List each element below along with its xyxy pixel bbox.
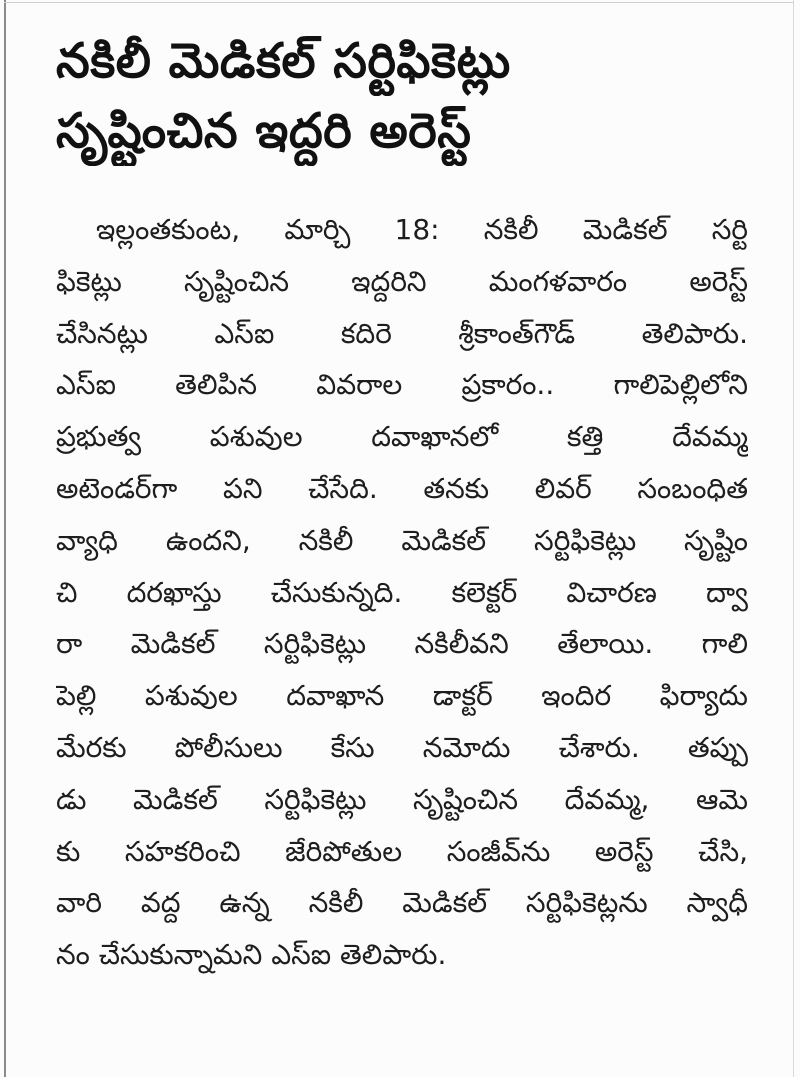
column-top-rule — [4, 2, 794, 3]
body-line: డు మెడికల్ సర్టిఫికెట్లు సృష్టించిన దేవమ్మ, ఆమె — [56, 782, 748, 816]
headline-line-2: సృష్టించిన ఇద్దరి అరెస్ట్ — [56, 103, 472, 159]
column-left-rule — [4, 0, 6, 1077]
body-line: కు సహకరించి జేరిపోతుల సంజీవ్‌ను అరెస్ట్ చేసి, — [56, 834, 748, 868]
body-line: చి దరఖాస్తు చేసుకున్నది. కలెక్టర్ విచారణ ద్వా — [56, 575, 748, 609]
headline-line-1: నకిలీ మెడికల్ సర్టిఫికెట్లు — [56, 33, 511, 89]
body-line: వ్యాధి ఉందని, నకిలీ మెడికల్ సర్టిఫికెట్లు సృష్టిం — [56, 523, 748, 557]
body-line: ఇల్లంతకుంట, మార్చి 18: నకిలీ మెడికల్ సర్టి — [96, 213, 748, 246]
body-line: అటెండర్‌గా పని చేసేది. తనకు లివర్ సంబంధిత — [56, 471, 748, 505]
article-body — [56, 204, 748, 981]
body-line: ఎస్ఐ తెలిపిన వివరాల ప్రకారం.. గాలిపెల్లిలోని — [56, 368, 748, 402]
article-headline — [56, 26, 748, 166]
body-line: నం చేసుకున్నామని ఎస్ఐ తెలిపారు. — [56, 938, 447, 972]
body-line: వారి వద్ద ఉన్న నకిలీ మెడికల్ సర్టిఫికెట్లను స్వాధీ — [56, 886, 748, 920]
body-line: పెల్లి పశువుల దవాఖాన డాక్టర్ ఇందిర ఫిర్యాదు — [56, 679, 748, 713]
body-line: మేరకు పోలీసులు కేసు నమోదు చేశారు. తప్పు — [56, 730, 748, 764]
body-line: ప్రభుత్వ పశువుల దవాఖానలో కత్తి దేవమ్మ — [56, 420, 748, 454]
body-line: ఫికెట్లు సృష్టించిన ఇద్దరిని మంగళవారం అరెస్ట్ — [56, 264, 748, 298]
body-line: చేసినట్లు ఎస్ఐ కదిరె శ్రీకాంత్‌గౌడ్ తెలిపారు. — [56, 316, 748, 350]
column-right-rule — [793, 0, 794, 1077]
news-article — [56, 26, 748, 1026]
body-line: రా మెడికల్ సర్టిఫికెట్లు నకిలీవని తేలాయి. గాలి — [56, 627, 748, 661]
